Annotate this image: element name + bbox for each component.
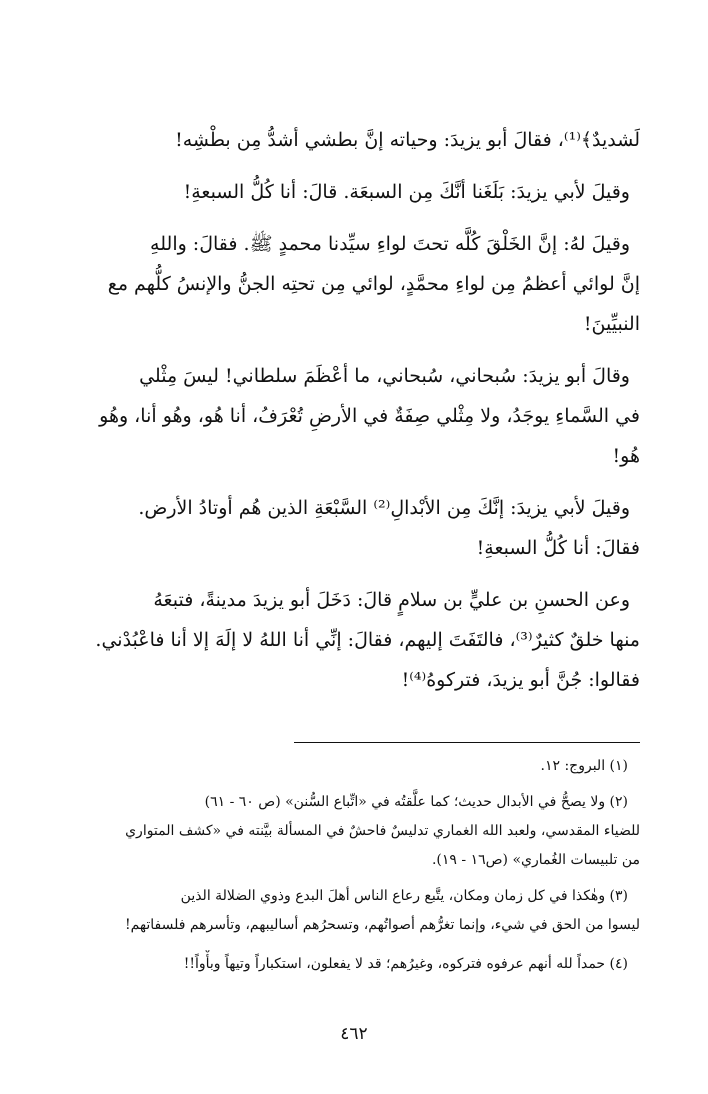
main-text xyxy=(70,120,640,700)
footnote-4 xyxy=(56,950,640,979)
text-line: وعن الحسنِ بن عليٍّ بن سلامٍ قالَ: دَخَلَ أبو يزيدَ مدينةً، فتبعَهُ xyxy=(153,589,630,611)
text-line: هُو! xyxy=(612,445,640,467)
footnote-line: للضياء المقدسي، ولعبد الله الغماري تدليسٌ فاحشٌ في المسألة بيَّنته في «كشف المتواري xyxy=(125,823,640,839)
paragraph-1 xyxy=(70,120,640,160)
footnote-3 xyxy=(56,882,640,940)
text-line: النبيِّينَ! xyxy=(583,313,640,335)
text-line: لَشديدٌ﴾⁽¹⁾، فقالَ أبو يزيدَ: وحياته إنَّ بطشي أشدُّ مِن بطْشِه! xyxy=(175,129,640,151)
paragraph-4 xyxy=(70,356,640,476)
footnote-line: (١) البروج: ١٢. xyxy=(540,758,628,774)
footnote-divider xyxy=(294,742,640,743)
text-line: إنَّ لوائي أعظمُ مِن لواءِ محمَّدٍ، لوائي مِن تحتِه الجنُّ والإنسُ كلُّهم مع xyxy=(107,273,640,295)
paragraph-3 xyxy=(70,224,640,344)
text-line: وقيلَ لأبي يزيدَ: بَلَغَنا أنَّكَ مِن السبعَة. قالَ: أنا كُلُّ السبعةِ! xyxy=(183,181,630,203)
footnote-line: ليسوا من الحق في شيء، وإنما تغرُّهم أصواتُهم، وتسحرُهم أساليبهم، وتأسرهم فلسفاتهم! xyxy=(124,917,640,933)
paragraph-5 xyxy=(70,488,640,568)
footnote-line: (٤) حمداً لله أنهم عرفوه فتركوه، وغيرُهم؛ قد لا يفعلون، استكباراً وتيهاً وبأْواً!! xyxy=(183,956,628,972)
text-line: فقالَ: أنا كُلُّ السبعةِ! xyxy=(476,537,640,559)
text-line: وقيلَ لهُ: إنَّ الخَلْقَ كُلَّه تحتَ لواءِ سيِّدنا محمدٍ ﷺ. فقالَ: واللهِ xyxy=(150,233,630,255)
footnote-1 xyxy=(56,752,640,781)
text-line: منها خلقٌ كثيرٌ⁽³⁾، فالتَفَتَ إليهم، فقالَ: إنِّي أنا اللهُ لا إلَهَ إلا أنا فاعْبُدْني. xyxy=(95,629,640,651)
paragraph-6 xyxy=(70,580,640,700)
text-line: في السَّماءِ يوجَدُ، ولا مِثْلي صِفَةٌ في الأرضِ تُعْرَفُ، أنا هُو، وهُو أنا، وهُو xyxy=(99,405,640,427)
footnote-line: (٢) ولا يصحُّ في الأبدال حديث؛ كما علَّقتُه في «اتِّباع السُّنن» (ص ٦٠ - ٦١) xyxy=(204,794,628,810)
text-line: وقالَ أبو يزيدَ: سُبحاني، سُبحاني، ما أعْظَمَ سلطاني! ليسَ مِثْلي xyxy=(139,365,630,387)
paragraph-2 xyxy=(70,172,640,212)
text-line: فقالوا: جُنَّ أبو يزيدَ، فتركوهُ⁽⁴⁾! xyxy=(401,669,640,691)
page-number: ٤٦٢ xyxy=(340,1024,368,1044)
text-line: وقيلَ لأبي يزيدَ: إنَّكَ مِن الأبْدالِ⁽²⁾ السَّبْعَةِ الذين هُم أوتادُ الأرض. xyxy=(138,497,630,519)
footnote-line: من تلبيسات الغُماري» (ص١٦ - ١٩). xyxy=(431,852,640,868)
footnote-2 xyxy=(56,788,640,875)
footnote-line: (٣) وهٰكذا في كل زمان ومكان، يتَّبع رعاع الناس أهلَ البدع وذوي الضلالة الذين xyxy=(180,888,628,904)
